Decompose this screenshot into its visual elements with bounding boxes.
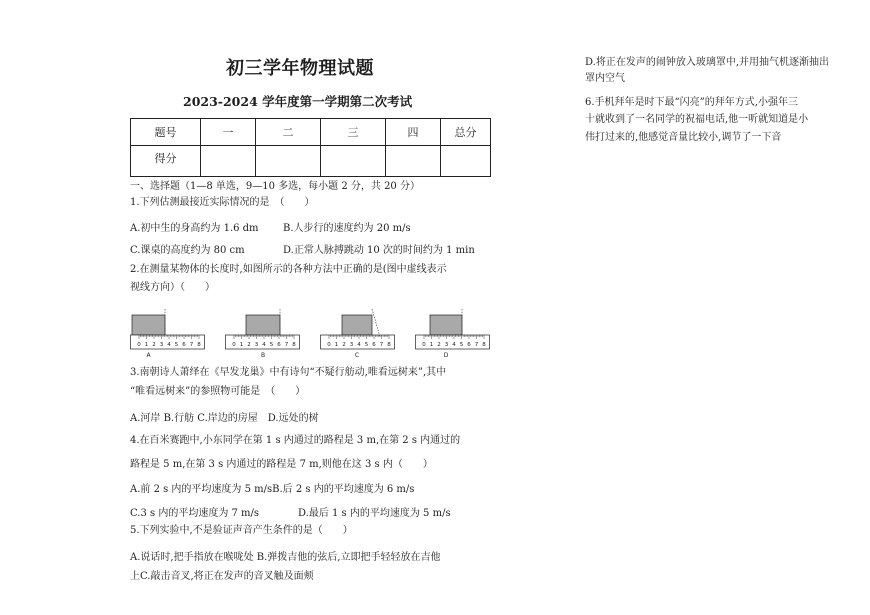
question-1-option-a: A.初中生的身高约为 1.6 dm [130, 223, 259, 234]
score-cell [441, 146, 491, 177]
figure-panel-label: B [260, 352, 266, 359]
question-1-option-c: C.课桌的高度约为 80 cm [130, 245, 245, 256]
question-3-stem-line-1: 3.南朝诗人萧绎在《早发龙巢》中有诗句“不疑行舫动,唯看远树来”,其中 [130, 367, 447, 378]
question-3-stem-line-2: “唯看远树来”的参照物可能是 （ ） [130, 386, 306, 397]
ruler-tick-label: 5 [174, 342, 179, 348]
ruler-tick-label: 6 [372, 342, 376, 348]
question-5-option-d-line-2: 罩内空气 [585, 73, 625, 84]
ruler-tick-label: 5 [269, 342, 274, 348]
score-table [130, 118, 491, 177]
question-5-options-line-1: A.说话时,把手指放在喉咙处 B.弹拨吉他的弦后,立即把手轻轻放在吉他 [130, 552, 441, 563]
sightline-dashed [372, 309, 380, 337]
figure-panel-label: C [354, 352, 360, 359]
question-5-options-line-2: 上C.敲击音叉,将正在发声的音叉触及面颊 [130, 571, 314, 582]
ruler-tick-label: 7 [189, 342, 194, 348]
score-header-part-3: 三 [321, 119, 386, 146]
ruler-tick-label: 2 [342, 342, 346, 348]
question-5-option-d-line-1: D.将正在发声的闹钟放入玻璃罩中,并用抽气机逐渐抽出 [585, 57, 830, 68]
score-row-label: 得分 [131, 146, 201, 177]
question-2-stem-line-2: 视线方向）（ ） [130, 282, 215, 293]
ruler-tick-label: 4 [357, 342, 361, 348]
ruler-tick-label: 1 [334, 342, 339, 348]
question-5-stem: 5.下列实验中,不是验证声音产生条件的是（ ） [130, 525, 353, 536]
question-4-stem-line-2: 路程是 5 m,在第 3 s 内通过的路程是 7 m,则他在这 3 s 内（ ） [130, 459, 433, 470]
question-6-stem-line-1: 6.手机拜年是时下最“闪亮”的拜年方式,小强年三 [585, 97, 798, 108]
ruler-tick-label: 6 [277, 342, 281, 348]
score-cell [256, 146, 321, 177]
measured-block [342, 315, 372, 335]
ruler-tick-label: 4 [167, 342, 171, 348]
ruler-tick-label: 4 [262, 342, 266, 348]
measured-block [430, 315, 462, 335]
ruler-tick-label: 1 [429, 342, 434, 348]
ruler-measurement-figure [128, 306, 494, 360]
question-6-stem-line-2: 十就收到了一名同学的祝福电话,他一听就知道是小 [585, 114, 809, 125]
ruler-tick-label: 8 [292, 342, 296, 348]
ruler-tick-label: 1 [144, 342, 149, 348]
question-2-stem-line-1: 2.在测量某物体的长度时,如图所示的各种方法中正确的是(图中虚线表示 [130, 264, 447, 275]
score-table-score-row [131, 146, 491, 177]
question-4-options-ab: A.前 2 s 内的平均速度为 5 m/sB.后 2 s 内的平均速度为 6 m/s [130, 484, 415, 495]
score-table-header-row [131, 119, 491, 146]
exam-subtitle: 2023-2024 学年度第一学期第二次考试 [183, 94, 413, 109]
score-header-total: 总分 [441, 119, 491, 146]
question-1-option-b: B.人步行的速度约为 20 m/s [283, 223, 411, 234]
score-cell [201, 146, 256, 177]
ruler-tick-label: 7 [284, 342, 289, 348]
score-cell [321, 146, 386, 177]
ruler-panel-b [226, 309, 300, 359]
ruler-tick-label: 6 [467, 342, 471, 348]
measured-block [132, 315, 165, 335]
ruler-tick-label: 3 [159, 342, 164, 348]
ruler-panel-a [131, 309, 205, 359]
ruler-tick-label: 5 [459, 342, 464, 348]
ruler-tick-label: 5 [364, 342, 369, 348]
score-header-part-4: 四 [386, 119, 441, 146]
ruler-tick-label: 2 [152, 342, 156, 348]
ruler-tick-label: 1 [239, 342, 244, 348]
question-3-options: A.河岸 B.行舫 C.岸边的房屋 D.远处的树 [130, 413, 319, 424]
ruler-tick-label: 2 [247, 342, 251, 348]
ruler-tick-label: 0 [422, 342, 426, 348]
score-cell [386, 146, 441, 177]
score-header-part-1: 一 [201, 119, 256, 146]
ruler-tick-label: 8 [387, 342, 391, 348]
figure-panel-label: D [443, 352, 449, 359]
ruler-tick-label: 3 [444, 342, 449, 348]
question-1-stem: 1.下列估测最接近实际情况的是 （ ） [130, 197, 315, 208]
question-4-option-d: D.最后 1 s 内的平均速度为 5 m/s [298, 508, 451, 519]
question-6-stem-line-3: 伟打过来的,他感觉音量比较小,调节了一下音 [585, 132, 782, 143]
ruler-tick-label: 3 [254, 342, 259, 348]
question-4-stem-line-1: 4.在百米赛跑中,小东同学在第 1 s 内通过的路程是 3 m,在第 2 s 内通过的 [130, 435, 461, 446]
ruler-panel-d [416, 309, 490, 359]
ruler-panel-c [321, 309, 395, 359]
ruler-tick-label: 6 [182, 342, 186, 348]
ruler-tick-label: 0 [232, 342, 236, 348]
score-header-question-number: 题号 [131, 119, 201, 146]
ruler-tick-label: 7 [474, 342, 479, 348]
ruler-tick-label: 8 [197, 342, 201, 348]
measured-block [246, 315, 280, 335]
ruler-tick-label: 4 [452, 342, 456, 348]
score-header-part-2: 二 [256, 119, 321, 146]
figure-panel-label: A [146, 352, 151, 359]
ruler-tick-label: 0 [327, 342, 331, 348]
question-1-option-d: D.正常人脉搏跳动 10 次的时间约为 1 min [283, 245, 475, 256]
score-table-container [130, 118, 491, 165]
ruler-tick-label: 2 [437, 342, 441, 348]
ruler-tick-label: 3 [349, 342, 354, 348]
ruler-tick-label: 0 [137, 342, 141, 348]
ruler-tick-label: 8 [482, 342, 486, 348]
ruler-tick-label: 7 [379, 342, 384, 348]
exam-title: 初三学年物理试题 [226, 58, 374, 79]
section-1-heading: 一、选择题（1—8 单选，9—10 多选，每小题 2 分，共 20 分） [130, 181, 420, 192]
question-4-option-c: C.3 s 内的平均速度为 7 m/s [130, 508, 260, 519]
